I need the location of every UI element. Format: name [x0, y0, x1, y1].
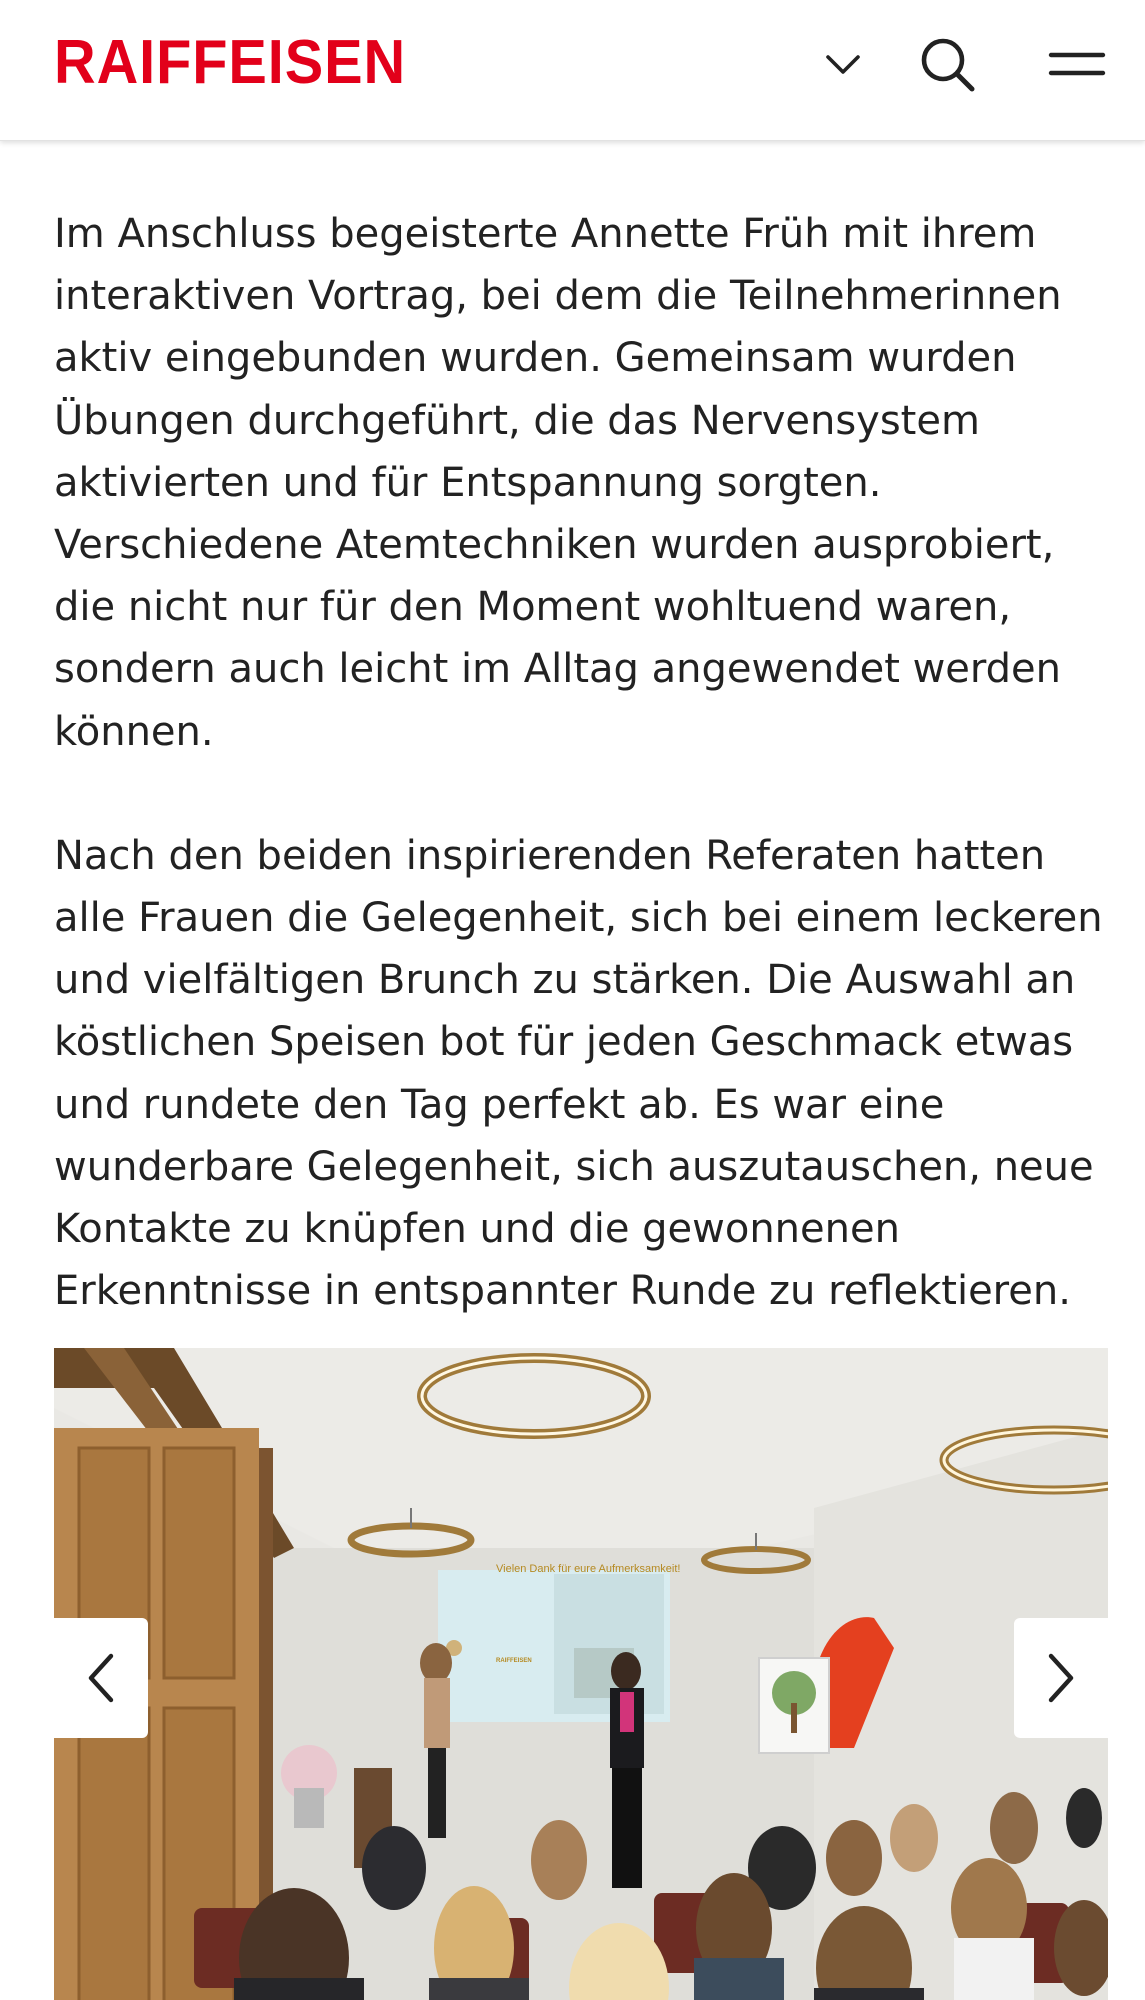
raiffeisen-logo[interactable]: RAIFFEISEN: [54, 28, 407, 97]
article-paragraph: Nach den beiden inspirierenden Referaten hatten alle Frauen die Gelegenheit, sich bei einem leckeren und vielfältigen Brunch zu stärken. Die Auswahl an köstlichen Speisen bot für jeden Geschmack etwas und rundete den Tag perfekt ab. Es war eine wunderbare Gelegenheit, sich auszutauschen, neue Kontakte zu knüpfen und die gewonnenen Erkenntnisse in entspannter Runde zu reflektieren.: [54, 832, 1103, 1315]
projected-slide-footer: RAIFFEISEN: [496, 1658, 532, 1664]
article-body: [54, 203, 1114, 1384]
menu-button[interactable]: [1042, 30, 1112, 100]
carousel-prev-button[interactable]: [54, 1618, 148, 1738]
image-carousel: [54, 1348, 1108, 2000]
chevron-left-icon: [81, 1648, 121, 1708]
projected-slide-title: Vielen Dank für eure Aufmerksamkeit!: [496, 1563, 681, 1575]
site-header: [0, 0, 1145, 141]
search-button[interactable]: [913, 30, 983, 100]
chevron-down-icon: [823, 45, 863, 85]
hamburger-menu-icon: [1047, 45, 1107, 85]
dropdown-toggle-button[interactable]: [808, 30, 878, 100]
carousel-next-button[interactable]: [1014, 1618, 1108, 1738]
event-photo: [54, 1348, 1108, 2000]
article-paragraph: Im Anschluss begeisterte Annette Früh mit ihrem interaktiven Vortrag, bei dem die Teilnehmerinnen aktiv eingebunden wurden. Gemeinsam wurden Übungen durchgeführt, die das Nervensystem aktivierten und für Entspannung sorgten. Verschiedene Atemtechniken wurden ausprobiert, die nicht nur für den Moment wohltuend waren, sondern auch leicht im Alltag angewendet werden können.: [54, 211, 1062, 755]
chevron-right-icon: [1041, 1648, 1081, 1708]
search-icon: [918, 35, 978, 95]
